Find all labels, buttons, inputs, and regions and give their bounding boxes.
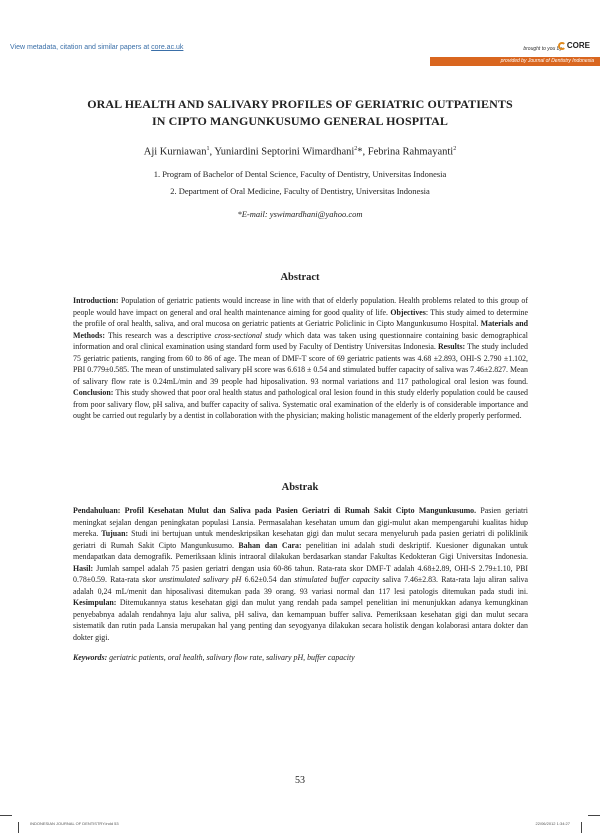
abstrak-simpulan-text: Ditemukannya status kesehatan gigi dan mulut yang rendah pada sampel penelitian ini menunjukkan adanya kemungkinan penyebabnya adalah rendahnya laju alur saliva, pH saliva, dan kemampuan buffer saliva. Pemeriksaan kesehatan gigi dan mulut secara sistematik dan rutin pada Lansia merupakan hal yang penting dan seyogyanya dilakukan secara holistik dengan kolaborasi antara dokter dan dokter gigi. bbox=[73, 598, 528, 642]
affiliation-1: 1. Program of Bachelor of Dental Science, Faculty of Dentistry, Universitas Indonesia bbox=[153, 169, 447, 179]
page-number: 53 bbox=[295, 775, 305, 786]
author-1: Aji Kurniawan bbox=[143, 146, 207, 158]
crop-mark bbox=[18, 822, 19, 833]
abstrak-hasil-label: Hasil: bbox=[73, 563, 94, 573]
print-slug-timestamp: 22/06/2012 1:34:27 bbox=[535, 821, 570, 826]
abstrak-hasil-italic-2: stimulated buffer capacity bbox=[294, 575, 380, 584]
paper-title bbox=[60, 96, 540, 130]
abstrak-intro-text: Pasien geriatri meningkat sejalan dengan peningkatan populasi Lansia. Permasalahan kesehatan umum dan gigi-mulut akan mempengaruhi kualitas hidup mereka. bbox=[73, 506, 528, 538]
abstract-objectives-label: Objectives bbox=[390, 307, 426, 317]
core-logo-icon bbox=[558, 42, 566, 50]
abstrak-metode-text: penelitian ini adalah studi deskriptif. Kuesioner digunakan untuk mendapatkan data demografik. Pemeriksaan klinis intraoral dilakukan berdasarkan standar Fakultas Kedokteran Gigi Universitas Indonesia. bbox=[73, 540, 528, 561]
abstrak-hasil-text-b: 6.62±0.54 dan bbox=[241, 575, 295, 584]
crop-mark bbox=[588, 815, 600, 816]
paper-title-line-1: ORAL HEALTH AND SALIVARY PROFILES OF GERIATRIC OUTPATIENTS bbox=[87, 97, 513, 111]
abstract-methods-text-b: which data was taken using questionnaire containing basic demographical information and oral clinical examination using standard form used by Faculty of Dentistry Universitas Indonesia. bbox=[73, 330, 528, 351]
brought-to-you-text: brought to you by bbox=[523, 46, 562, 52]
author-list bbox=[40, 146, 560, 158]
corresponding-mark: * bbox=[357, 146, 363, 158]
abstract-results-label: Results: bbox=[437, 342, 466, 351]
author-3: , Febrina Rahmayanti bbox=[362, 146, 454, 158]
view-metadata-prefix: View metadata, citation and similar papers at bbox=[10, 44, 152, 51]
abstract-conclusion-label: Conclusion: bbox=[73, 388, 114, 397]
affiliation-2: 2. Department of Oral Medicine, Faculty of Dentistry, Universitas Indonesia bbox=[170, 186, 430, 196]
core-logo-text: CORE bbox=[566, 41, 590, 50]
abstrak-hasil-text-c: saliva 7.46±2.83. Rata-rata laju aliran saliva adalah 0,24 mL/menit dan hiposalivasi ditemukan pada 39 orang. 93 variasi normal dan 117 lesi patologis ditemukan pada studi ini. bbox=[73, 575, 528, 596]
abstract-methods-label: Materials and Methods: bbox=[73, 319, 529, 340]
core-logo[interactable] bbox=[558, 41, 590, 50]
author-1-affil: 1 bbox=[206, 146, 210, 152]
crop-mark bbox=[581, 822, 582, 833]
keywords-values: geriatric patients, oral health, salivary flow rate, salivary pH, buffer capacity bbox=[107, 653, 355, 662]
crop-mark bbox=[0, 815, 12, 816]
paper-title-line-2: IN CIPTO MANGUNKUSUMO GENERAL HOSPITAL bbox=[151, 114, 449, 128]
abstract-intro-label: Introduction: bbox=[73, 296, 119, 305]
abstrak-indonesian bbox=[73, 505, 528, 643]
abstract-methods-text-a: This research was a descriptive bbox=[105, 330, 215, 340]
abstract-intro-text: Population of geriatric patients would increase in line with that of elderly population. Health problems related to this group of people would have impact on general and oral health maintenance aiming for good quality of life. bbox=[73, 296, 528, 317]
core-ac-uk-link[interactable]: core.ac.uk bbox=[151, 44, 184, 51]
author-2-affil: 2 bbox=[354, 146, 358, 152]
author-3-affil: 2 bbox=[453, 146, 457, 152]
abstract-methods-italic: cross-sectional study bbox=[214, 330, 282, 340]
abstract-heading: Abstract bbox=[280, 272, 320, 283]
view-metadata-link[interactable] bbox=[10, 44, 183, 51]
abstract-english bbox=[73, 295, 528, 422]
abstrak-metode-label: Bahan dan Cara: bbox=[238, 540, 302, 550]
abstract-objectives-text: : This study aimed to determine the profile of oral health, saliva, and oral mucosa on geriatric patients at Geriatric Policlinic in Cipto Mangunkusumo Hospital. bbox=[73, 307, 528, 328]
abstrak-simpulan-label: Kesimpulan: bbox=[73, 598, 117, 607]
print-slug-file: INDONESIAN JOURNAL OF DENTISTRY.indd 53 bbox=[30, 821, 119, 826]
abstrak-hasil-italic-1: unstimulated salivary pH bbox=[159, 575, 242, 584]
abstrak-tujuan-text: Studi ini bertujuan untuk mendeskripsikan kesehatan gigi dan mulut secara menyeluruh pada pasien geriatri di poliklinik geriatri di Rumah Sakit Cipto Mangunkusumo. bbox=[73, 529, 528, 550]
abstrak-heading: Abstrak bbox=[281, 482, 319, 493]
keywords-label: Keywords: bbox=[73, 653, 108, 662]
author-2: , Yuniardini Septorini Wimardhani bbox=[209, 146, 355, 158]
provided-by-link[interactable]: provided by Journal of Dentistry Indonesia bbox=[500, 58, 594, 64]
abstrak-title-label: Pendahuluan: Profil Kesehatan Mulut dan Saliva pada Pasien Geriatri di Rumah Sakit Cipto Mangunkusumo. bbox=[73, 506, 477, 515]
core-banner bbox=[0, 0, 600, 66]
abstract-results-text: The study included 75 geriatric patients, ranging from 60 to 86 of age. The mean of DMF-T score of 69 geriatric patients was 4.68 ±2.893, OHI-S 2.790 ±1.102, PBI 0.779±0.585. The mean of unstimulated salivary pH score was 6.618 ± 0.54 and stimulated buffer capacity of saliva was 7.46±2.827. Mean of salivary flow rate is 0.24mL/min and 39 people had hiposalivation. 93 normal variations and 117 pathological oral lesion was found. bbox=[73, 342, 528, 386]
abstract-conclusion-text: This study showed that poor oral health status and pathological oral lesion found in this study elderly population could be caused from poor salivary flow, pH saliva, and buffer capacity of saliva. Systematic oral examination of the elderly is of considerable importance and ought be carried out regularly by a dentist in collaboration with the physician; making holistic management of the elderly properly performed. bbox=[73, 388, 528, 420]
abstrak-hasil-text-a: Jumlah sampel adalah 75 pasien geriatri dengan usia 60-86 tahun. Rata-rata skor DMF-T adalah 4.68±2.89, OHI-S 2.79±1.10, PBI 0.78±0.59. Rata-rata skor bbox=[73, 563, 528, 584]
abstrak-tujuan-label: Tujuan: bbox=[101, 529, 129, 538]
keywords bbox=[73, 652, 528, 663]
corresponding-email: *E-mail: yswimardhani@yahoo.com bbox=[237, 209, 363, 219]
